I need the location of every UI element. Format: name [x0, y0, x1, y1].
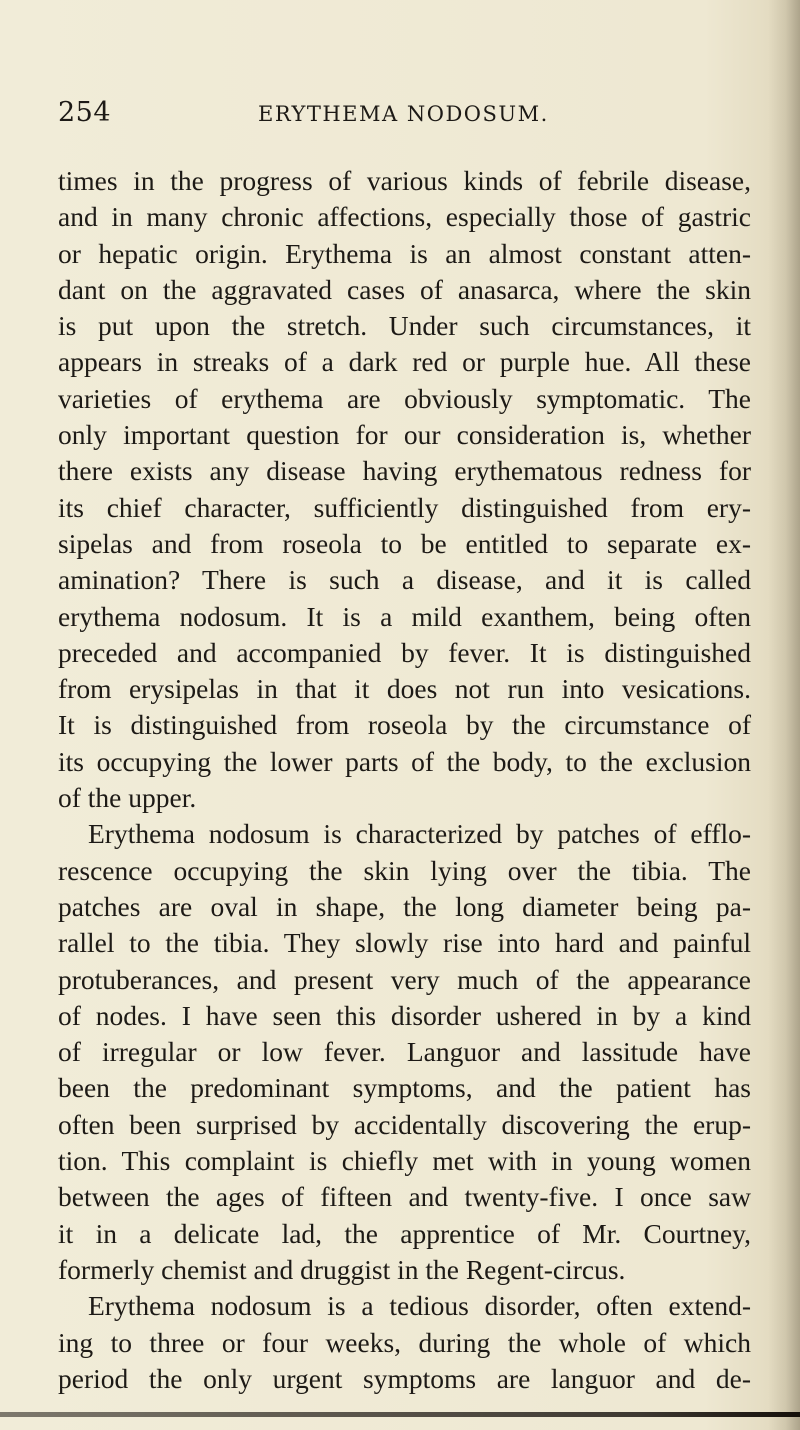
text-line: of the upper. — [58, 782, 197, 814]
text-line: amination? There is such a disease, and it is called — [58, 564, 751, 596]
text-line: or hepatic origin. Erythema is an almost constant atten- — [58, 237, 751, 269]
text-line: rallel to the tibia. They slowly rise into hard and painful — [58, 927, 751, 959]
text-line: protuberances, and present very much of the appearance — [58, 963, 751, 995]
text-line: preceded and accompanied by fever. It is distinguished — [58, 636, 751, 668]
text-line: appears in streaks of a dark red or purple hue. All these — [58, 346, 751, 378]
page-edge-shadow — [768, 0, 800, 1430]
text-line: formerly chemist and druggist in the Regent-circus. — [58, 1253, 626, 1285]
running-head: ERYTHEMA NODOSUM. — [258, 102, 549, 126]
text-line: ing to three or four weeks, during the whole of which — [58, 1326, 751, 1358]
text-line: sipelas and from roseola to be entitled to separate ex- — [58, 527, 751, 559]
text-line: and in many chronic affections, especially those of gastric — [58, 201, 751, 233]
text-line: tion. This complaint is chiefly met with in young women — [58, 1145, 751, 1177]
text-line: patches are oval in shape, the long diameter being pa- — [58, 890, 751, 922]
page-number: 254 — [58, 97, 112, 128]
text-line: is put upon the stretch. Under such circumstances, it — [58, 310, 751, 342]
text-line: only important question for our consideration is, whether — [58, 419, 751, 451]
text-line: varieties of erythema are obviously symptomatic. The — [58, 382, 751, 414]
text-line: of nodes. I have seen this disorder ushered in by a kind — [58, 999, 751, 1031]
text-line: Erythema nodosum is a tedious disorder, often extend- — [88, 1290, 751, 1322]
text-line: period the only urgent symptoms are languor and de- — [58, 1362, 751, 1394]
text-line: dant on the aggravated cases of anasarca, where the skin — [58, 273, 751, 305]
text-line: between the ages of fifteen and twenty-five. I once saw — [58, 1181, 751, 1213]
text-line: often been surprised by accidentally discovering the erup- — [58, 1108, 751, 1140]
text-line: from erysipelas in that it does not run into vesications. — [58, 673, 751, 705]
text-line: been the predominant symptoms, and the patient has — [58, 1072, 751, 1104]
text-line: Erythema nodosum is characterized by patches of efflo- — [88, 818, 751, 850]
page-header — [58, 97, 778, 137]
body-text — [58, 163, 751, 1397]
bottom-edge-rule — [0, 1412, 800, 1417]
text-line: it in a delicate lad, the apprentice of Mr. Courtney, — [58, 1217, 751, 1249]
text-line: rescence occupying the skin lying over the tibia. The — [58, 854, 751, 886]
text-line: It is distinguished from roseola by the circumstance of — [58, 709, 751, 741]
text-line: there exists any disease having erythematous redness for — [58, 455, 751, 487]
text-line: its chief character, sufficiently distinguished from ery- — [58, 491, 751, 523]
text-line: of irregular or low fever. Languor and lassitude have — [58, 1036, 751, 1068]
text-line: its occupying the lower parts of the body, to the exclusion — [58, 745, 751, 777]
text-line: times in the progress of various kinds of febrile disease, — [58, 165, 751, 196]
text-line: erythema nodosum. It is a mild exanthem, being often — [58, 600, 751, 632]
